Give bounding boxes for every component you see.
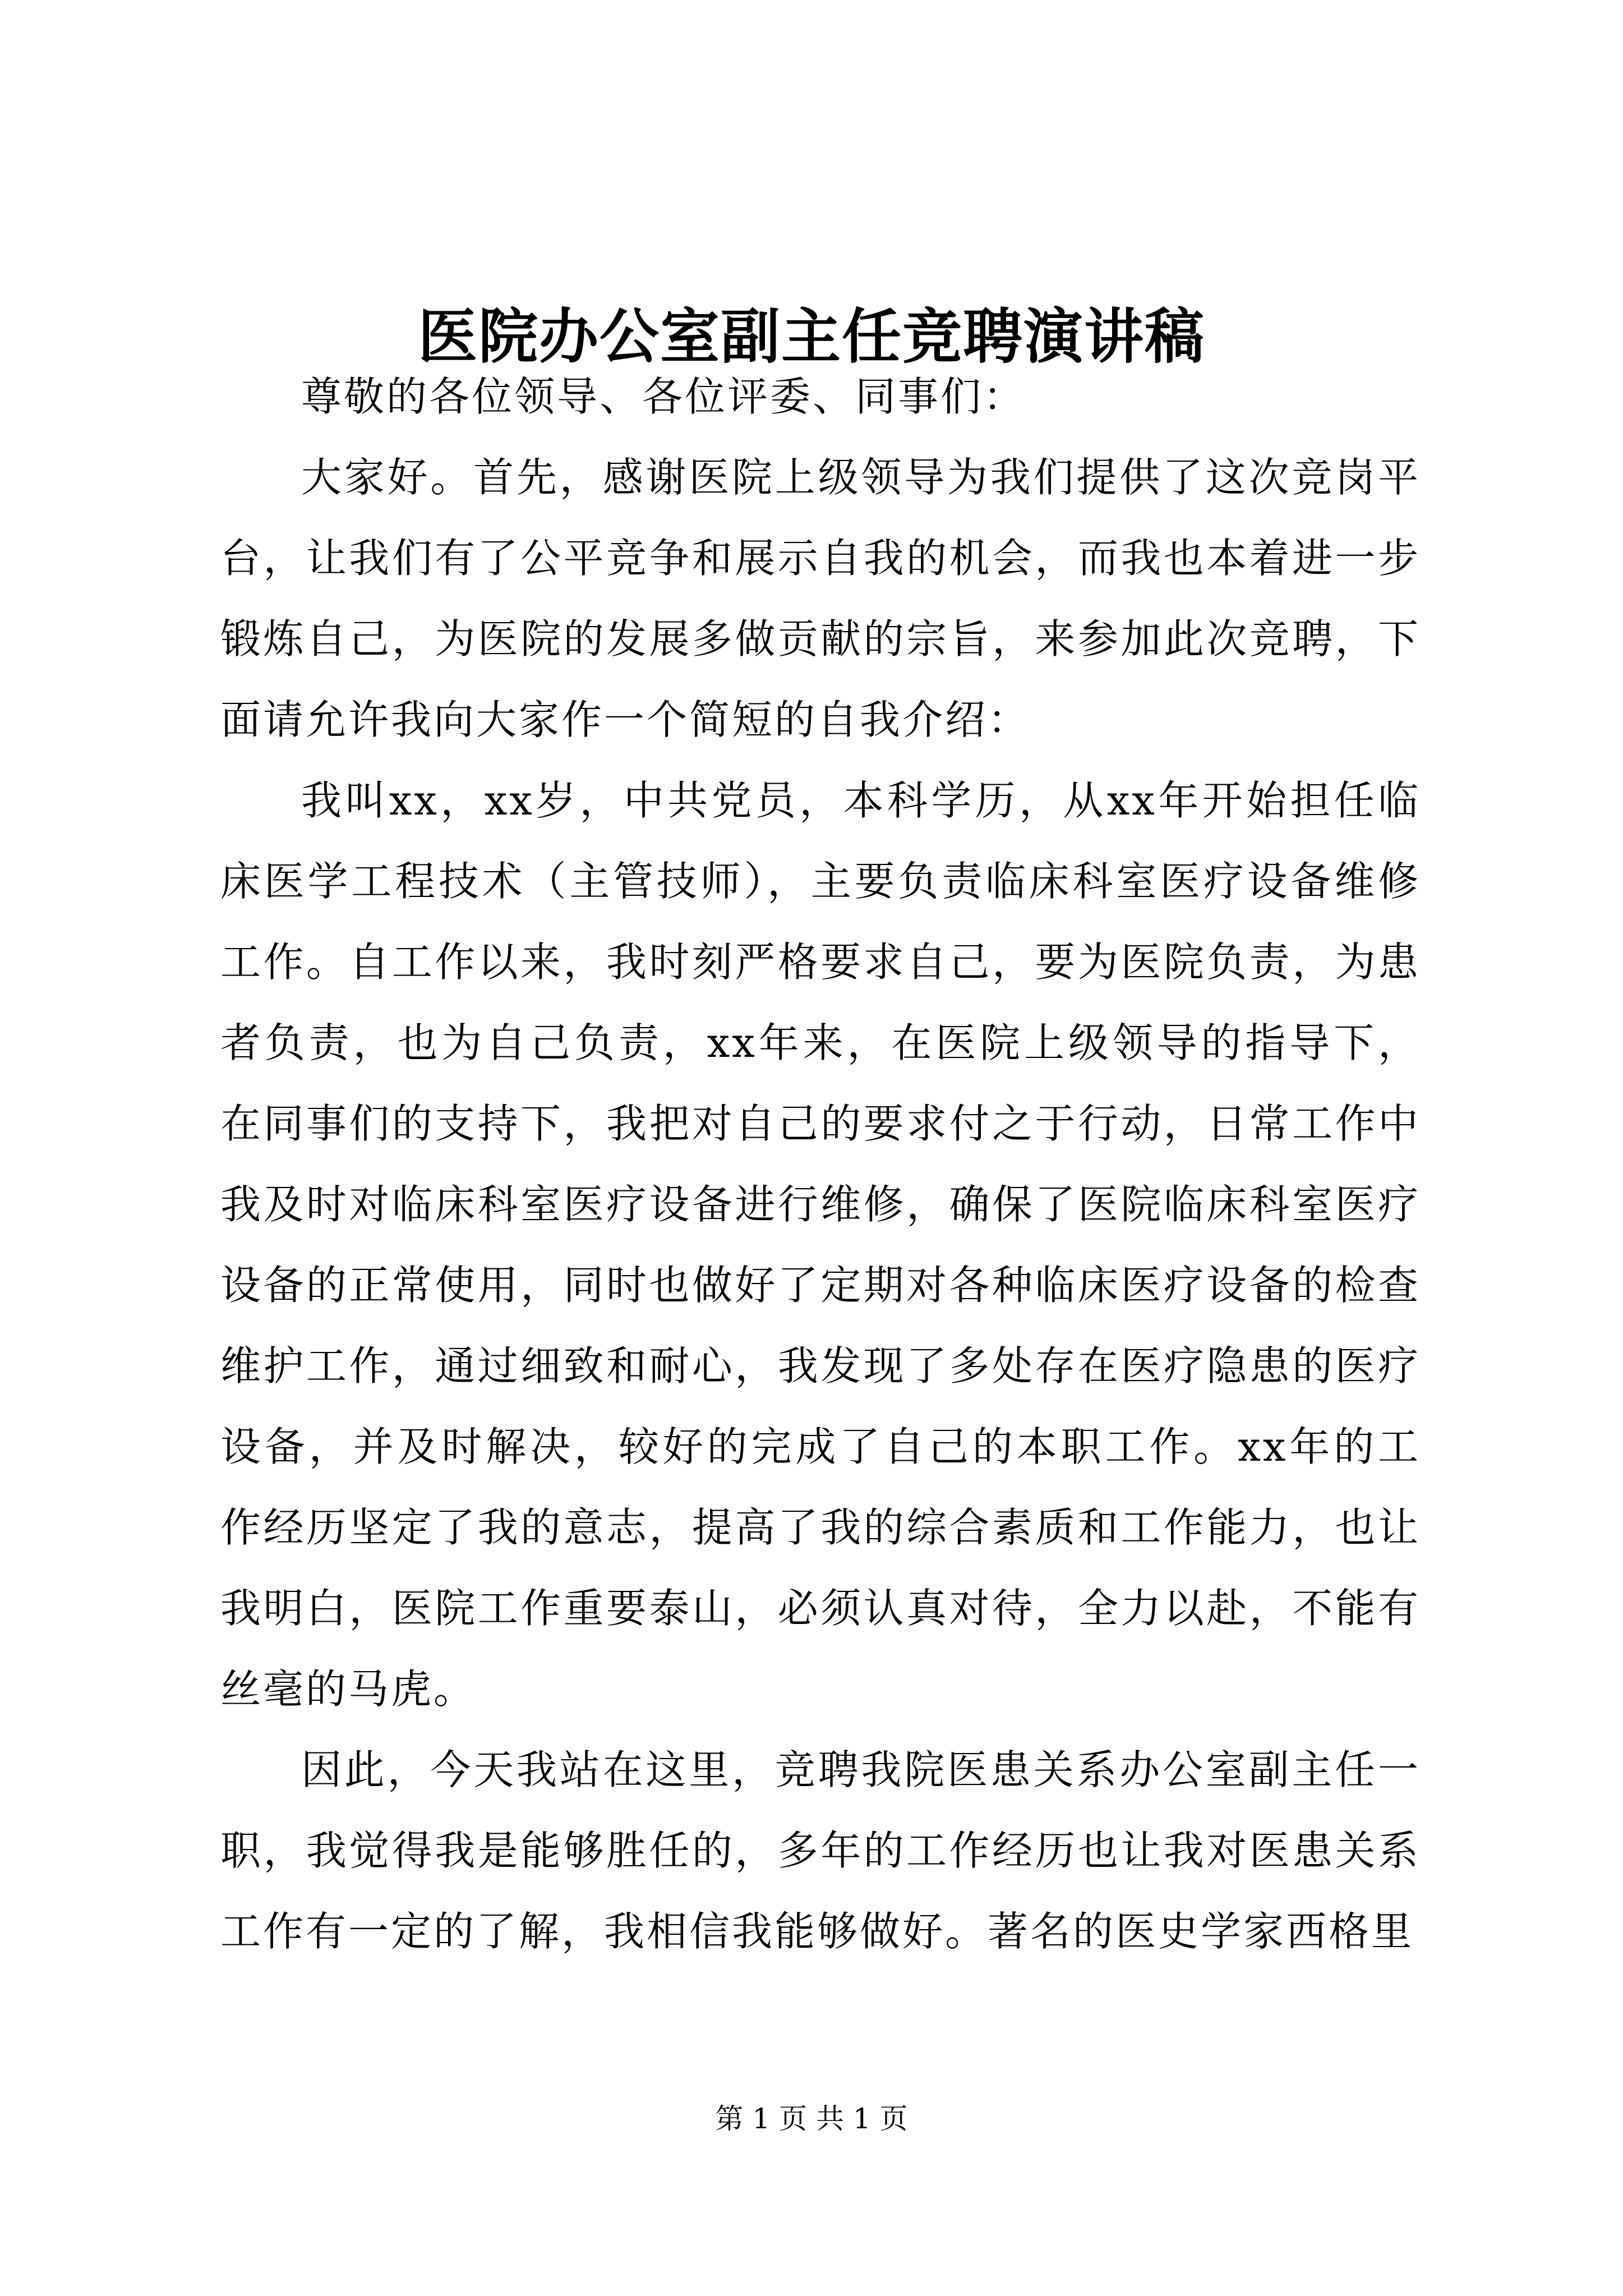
document-title: 医院办公室副主任竞聘演讲稿: [418, 301, 1205, 371]
experience-paragraph: 我叫xx，xx岁，中共党员，本科学历，从xx年开始担任临床医学工程技术（主管技师），主要负责临床科室医疗设备维修工作。自工作以来，我时刻严格要求自己，要为医院负责，为患者负责，也为自己负责，xx年来，在医院上级领导的指导下，在同事们的支持下，我把对自己的要求付之于行动，日常工作中我及时对临床科室医疗设备进行维修，确保了医院临床科室医疗设备的正常使用，同时也做好了定期对各种临床医疗设备的检查维护工作，通过细致和耐心，我发现了多处存在医疗隐患的医疗设备，并及时解决，较好的完成了自己的本职工作。xx年的工作经历坚定了我的意志，提高了我的综合素质和工作能力，也让我明白，医院工作重要泰山，必须认真对待，全力以赴，不能有丝毫的马虎。: [220, 777, 1421, 1713]
intro-paragraph: 大家好。首先，感谢医院上级领导为我们提供了这次竞岗平台，让我们有了公平竞争和展示自我的机会，而我也本着进一步锻炼自己，为医院的发展多做贡献的宗旨，来参加此次竞聘，下面请允许我向大家作一个简短的自我介绍：: [220, 454, 1421, 743]
salutation-paragraph: 尊敬的各位领导、各位评委、同事们：: [301, 373, 1026, 420]
page-number-footer: 第 1 页 共 1 页: [715, 2102, 908, 2135]
document-body: [220, 356, 1421, 1972]
candidacy-paragraph: 因此，今天我站在这里，竞聘我院医患关系办公室副主任一职，我觉得我是能够胜任的，多年的工作经历也让我对医患关系工作有一定的了解，我相信我能够做好。著名的医史学家西格里: [220, 1746, 1421, 1955]
